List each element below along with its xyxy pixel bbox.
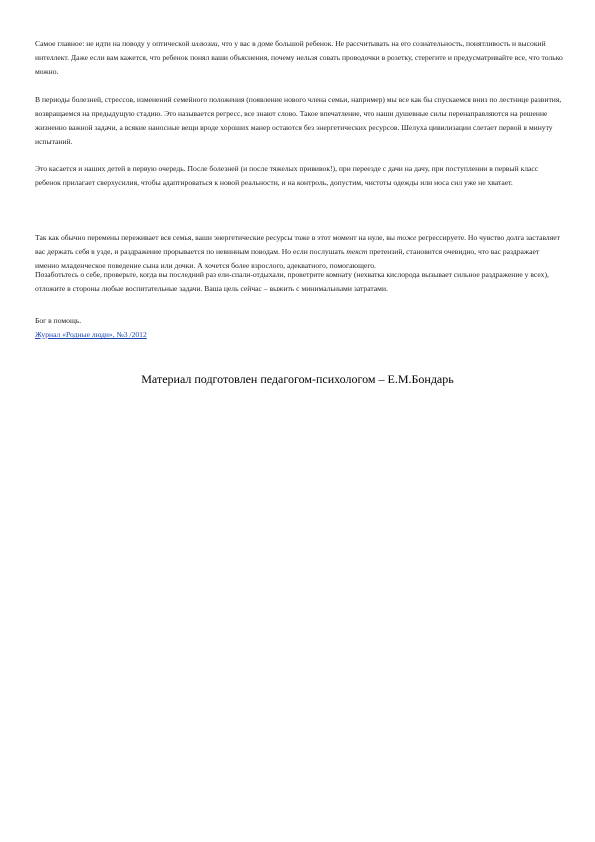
emphasis-too: тоже [396,233,417,242]
paragraph-text: регрессируете. Но чувство долга заставляет вас держать себя в узде, и раздражение прорывается по невинным поводам. Но если послушать [35,233,560,256]
emphasis-text: текст [346,247,368,256]
paragraph-family [35,231,565,273]
paragraph-regress: В периоды болезней, стрессов, изменений семейного положения (появление нового члена семьи, например) мы все как бы спускаемся вниз по лестнице развития, возвращаемся на предыдущую стадию. Это называется регресс, все знают слово. Такое впечатление, что наши душевные силы перенаправляются на решение жизненно важной задачи, а всякие наносные вещи вроде хороших манер остаются без энергетических ресурсов. Шелуха цивилизации слетает первой в минуту испытаний. [35,95,562,146]
paragraph-children: Это касается и наших детей в первую очередь. После болезней (и после тяжелых прививок!), при переезде с дачи на дачу, при поступлении в первый класс ребенок прилагает сверхусилия, чтобы адаптироваться к новой реальности, и на контроль, допустим, чистоты одежды или носа сил уже не хватает. [35,164,539,187]
paragraph-text: Так как обычно перемены переживает вся семья, ваши энергетические ресурсы тоже в этот момент на нуле, вы [35,233,397,242]
author-credit: Материал подготовлен педагогом-психологом – Е.М.Бондарь [141,372,454,386]
paragraph-text: Самое главное: не идти на поводу у оптической [35,39,192,48]
source-link[interactable]: Журнал «Родные люди», №3 /2012 [35,330,147,339]
paragraph-self-care: Позаботьтесь о себе, проверьте, когда вы последний раз ели-спали-отдыхали, проветрите комнату (нехватка кислорода вызывает сильное раздражение у всех), отложите в стороны любые воспитательные задачи. Ваша цель сейчас – выжить с минимальными затратами. [35,270,549,293]
emphasis-illusion: иллюзии [191,39,218,48]
closing-line: Бог в помощь. [35,316,82,325]
source-line [35,328,565,342]
paragraph-text: претензий, становится очевидно, что вас раздражает именно младенческое поведение сына или дочки. А хочется более взрослого, адекватного, помогающего. [35,247,540,270]
paragraph-illusion [35,37,565,79]
paragraph-text: , что у вас в доме большой ребенок. Не рассчитывать на его сознательность, понятливость и высокий интеллект. Даже если вам кажется, что ребенок понял ваши объяснения, почему нельзя совать проводочки в розетку, стерегите и предусматривайте все, что только можно. [35,39,563,76]
